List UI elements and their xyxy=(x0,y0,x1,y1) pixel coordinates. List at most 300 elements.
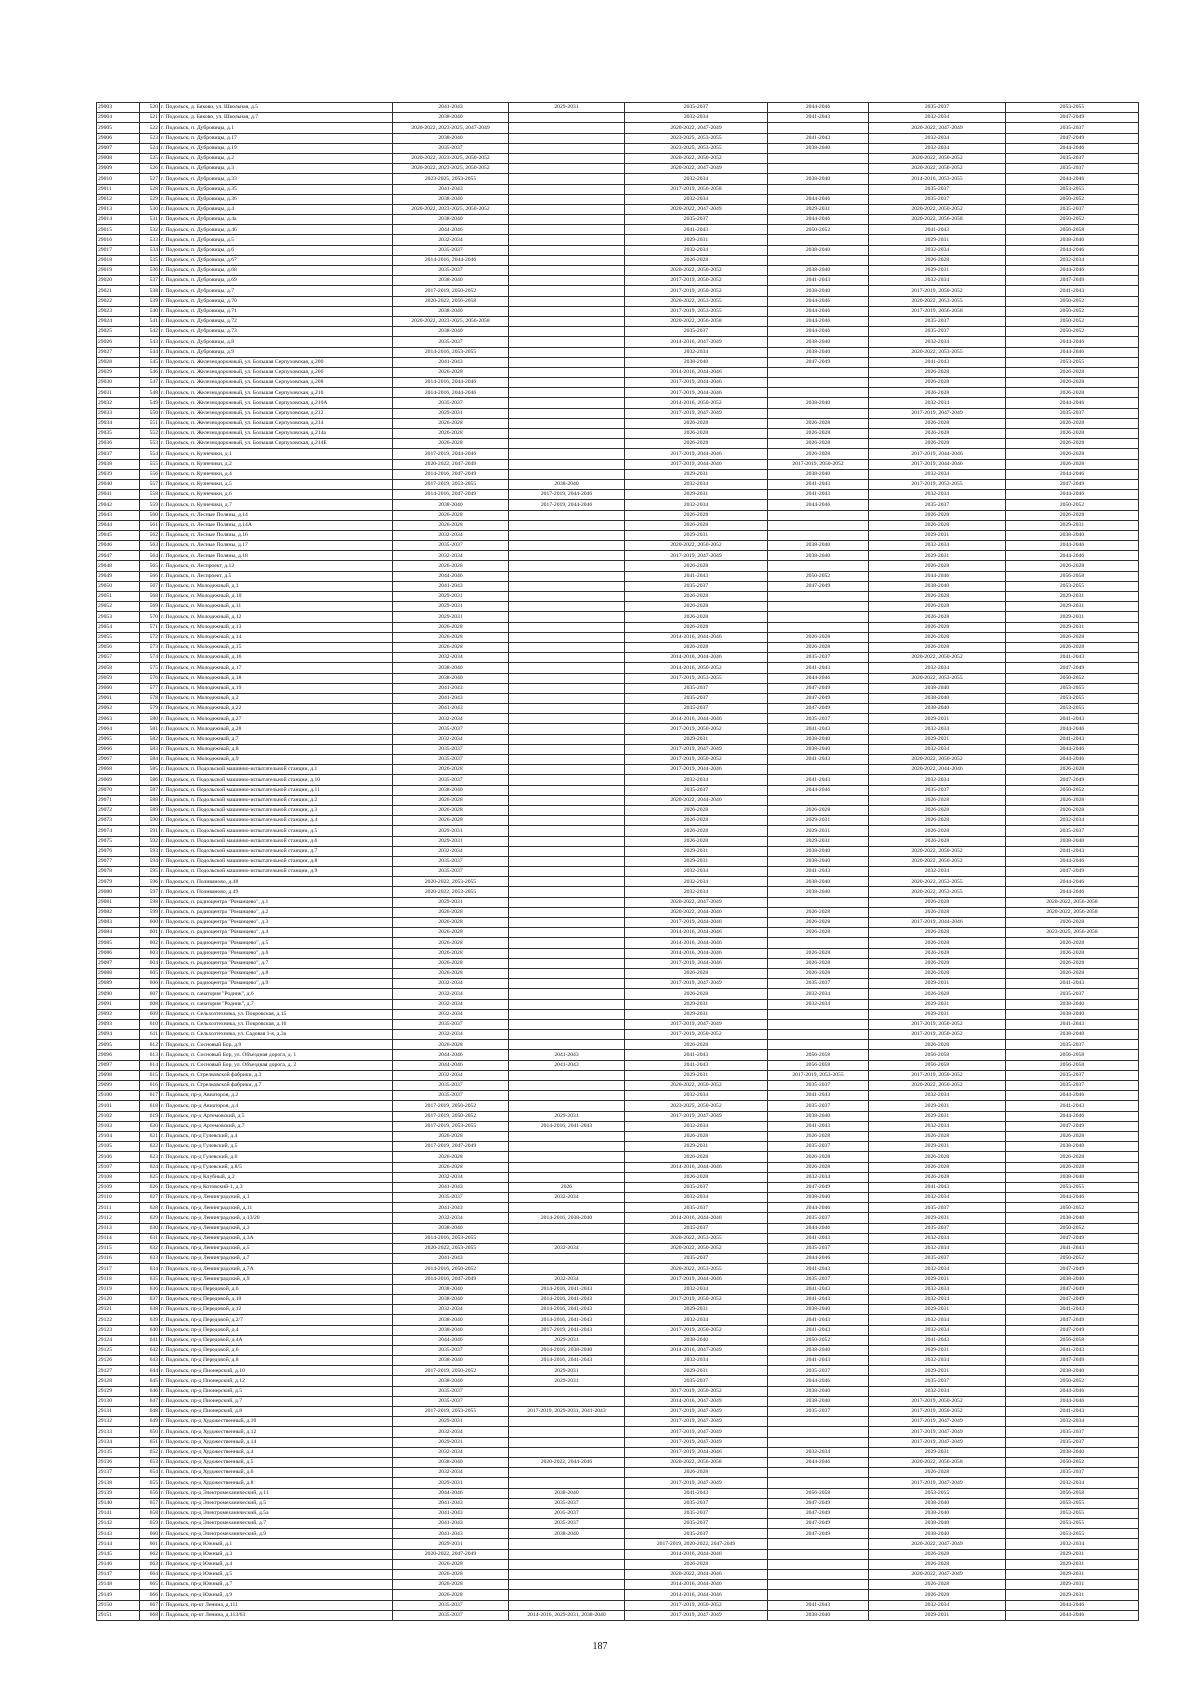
cell-col-d: 2038-2040 xyxy=(768,877,869,887)
cell-address: г. Подольск, п. Железнодорожный, ул. Большая Серпуховская, д.214 xyxy=(160,418,393,428)
cell-col-d xyxy=(768,520,869,530)
cell-col-f: 2026-2028 xyxy=(1006,958,1139,968)
cell-address: г. Подольск, п. Дубровицы, д.1 xyxy=(160,123,393,133)
cell-col-e: 2020-2022, 2053-2055 xyxy=(869,673,1006,683)
cell-col-e: 2020-2022, 2053-2055 xyxy=(869,296,1006,306)
cell-record-id: 29012 xyxy=(97,194,140,204)
cell-col-d: 2026-2028 xyxy=(768,958,869,968)
cell-address: г. Подольск, пр-д Клубный, д.2 xyxy=(160,1172,393,1182)
cell-col-e: 2026-2028 xyxy=(869,1590,1006,1600)
cell-col-e: 2026-2028 xyxy=(869,836,1006,846)
table-row xyxy=(97,836,1139,846)
cell-col-a: 2020-2022, 2023-2025, 2047-2049 xyxy=(393,123,509,133)
cell-col-d: 2041-2043 xyxy=(768,755,869,765)
cell-col-f: 2050-2052 xyxy=(1006,194,1139,204)
cell-address: г. Подольск, п. Подольской машинно-испытательной станции, д.3 xyxy=(160,805,393,815)
cell-col-f: 2044-2046 xyxy=(1006,398,1139,408)
cell-col-b xyxy=(509,673,625,683)
table-row xyxy=(97,1182,1139,1192)
cell-col-c: 2020-2022, 2053-2055 xyxy=(625,1264,768,1274)
cell-item-number: 548 xyxy=(140,388,160,398)
cell-record-id: 29013 xyxy=(97,204,140,214)
cell-col-d xyxy=(768,388,869,398)
cell-address: г. Подольск, пр-д Пионерский, д.12 xyxy=(160,1376,393,1386)
table-row xyxy=(97,765,1139,775)
cell-col-d xyxy=(768,408,869,418)
cell-item-number: 593 xyxy=(140,846,160,856)
cell-record-id: 29081 xyxy=(97,897,140,907)
cell-col-c: 2020-2022, 2050-2052 xyxy=(625,153,768,163)
cell-col-e: 2035-2037 xyxy=(869,1223,1006,1233)
cell-col-b xyxy=(509,1468,625,1478)
table-row xyxy=(97,530,1139,540)
cell-item-number: 662 xyxy=(140,1549,160,1559)
cell-item-number: 529 xyxy=(140,194,160,204)
cell-col-a: 2026-2028 xyxy=(393,816,509,826)
cell-address: г. Подольск, п. Дубровицы, д.33 xyxy=(160,174,393,184)
cell-col-d: 2047-2049 xyxy=(768,1519,869,1529)
cell-item-number: 595 xyxy=(140,867,160,877)
cell-col-c: 2020-2022, 2056-2058 xyxy=(625,1457,768,1467)
table-row xyxy=(97,408,1139,418)
cell-col-b xyxy=(509,887,625,897)
cell-col-c: 2035-2037 xyxy=(625,1203,768,1213)
table-row xyxy=(97,1396,1139,1406)
cell-col-e: 2032-2034 xyxy=(869,1356,1006,1366)
cell-col-d: 2038-2040 xyxy=(768,245,869,255)
cell-col-f: 2026-2028 xyxy=(1006,795,1139,805)
cell-col-a: 2035-2037 xyxy=(393,143,509,153)
cell-col-a: 2041-2043 xyxy=(393,357,509,367)
cell-col-b: 2014-2016, 2038-2040 xyxy=(509,1345,625,1355)
cell-col-b xyxy=(509,1427,625,1437)
cell-item-number: 653 xyxy=(140,1457,160,1467)
table-row xyxy=(97,1091,1139,1101)
cell-col-f: 2044-2046 xyxy=(1006,174,1139,184)
cell-col-e: 2020-2022, 2044-2046 xyxy=(869,765,1006,775)
cell-item-number: 566 xyxy=(140,571,160,581)
cell-address: г. Подольск, п. Дубровицы, д.6 xyxy=(160,245,393,255)
cell-item-number: 525 xyxy=(140,153,160,163)
table-row xyxy=(97,958,1139,968)
cell-col-b xyxy=(509,958,625,968)
cell-col-f: 2035-2037 xyxy=(1006,826,1139,836)
cell-record-id: 29034 xyxy=(97,418,140,428)
cell-col-c: 2029-2031 xyxy=(625,734,768,744)
cell-col-d: 2035-2037 xyxy=(768,1244,869,1254)
cell-address: г. Подольск, пр-д Передовой, д.2/7 xyxy=(160,1315,393,1325)
cell-address: г. Подольск, п. Дубровицы, д.4а xyxy=(160,215,393,225)
cell-col-b xyxy=(509,530,625,540)
cell-record-id: 29085 xyxy=(97,938,140,948)
table-row xyxy=(97,1050,1139,1060)
cell-col-c: 2017-2019, 2044-2046 xyxy=(625,378,768,388)
cell-record-id: 29069 xyxy=(97,775,140,785)
cell-col-e: 2035-2037 xyxy=(869,316,1006,326)
cell-record-id: 29128 xyxy=(97,1376,140,1386)
cell-col-c: 2032-2034 xyxy=(625,500,768,510)
cell-item-number: 554 xyxy=(140,449,160,459)
cell-col-a: 2044-2046 xyxy=(393,1050,509,1060)
cell-col-c: 2032-2034 xyxy=(625,347,768,357)
cell-col-c: 2038-2040 xyxy=(625,1335,768,1345)
cell-col-c: 2026-2028 xyxy=(625,816,768,826)
cell-col-e: 2029-2031 xyxy=(869,999,1006,1009)
cell-item-number: 636 xyxy=(140,1284,160,1294)
cell-col-b xyxy=(509,429,625,439)
table-row xyxy=(97,245,1139,255)
cell-col-d: 2044-2046 xyxy=(768,500,869,510)
cell-col-e: 2035-2037 xyxy=(869,194,1006,204)
table-row xyxy=(97,1223,1139,1233)
cell-col-a: 2032-2034 xyxy=(393,530,509,540)
cell-col-f: 2044-2046 xyxy=(1006,856,1139,866)
cell-col-b xyxy=(509,1580,625,1590)
cell-col-c: 2026-2028 xyxy=(625,1131,768,1141)
cell-col-a: 2026-2028 xyxy=(393,642,509,652)
cell-col-f: 2026-2028 xyxy=(1006,561,1139,571)
cell-col-a: 2035-2037 xyxy=(393,245,509,255)
cell-col-c: 2041-2043 xyxy=(625,1060,768,1070)
cell-item-number: 605 xyxy=(140,968,160,978)
cell-col-c: 2035-2037 xyxy=(625,327,768,337)
cell-record-id: 29139 xyxy=(97,1488,140,1498)
cell-record-id: 29007 xyxy=(97,143,140,153)
cell-record-id: 29124 xyxy=(97,1335,140,1345)
table-row xyxy=(97,1580,1139,1590)
cell-address: г. Подольск, пр-д Артемовский, д.7 xyxy=(160,1121,393,1131)
cell-record-id: 29051 xyxy=(97,592,140,602)
cell-col-c: 2017-2019, 2047-2049 xyxy=(625,1019,768,1029)
cell-address: г. Подольск, п. Подольской машинно-испытательной станции, д.10 xyxy=(160,775,393,785)
cell-col-f: 2035-2037 xyxy=(1006,1468,1139,1478)
cell-col-f: 2050-2052 xyxy=(1006,785,1139,795)
cell-col-a: 2035-2037 xyxy=(393,1600,509,1610)
cell-record-id: 29121 xyxy=(97,1305,140,1315)
cell-address: г. Подольск, п. Кузнечики, д.7 xyxy=(160,500,393,510)
table-body xyxy=(97,103,1139,1621)
cell-col-c: 2023-2025, 2050-2052 xyxy=(625,1101,768,1111)
cell-address: г. Подольск, пр-д Передовой, д.4 xyxy=(160,1325,393,1335)
cell-col-c: 2029-2031 xyxy=(625,1366,768,1376)
cell-col-d: 2038-2040 xyxy=(768,541,869,551)
cell-col-f: 2041-2043 xyxy=(1006,979,1139,989)
cell-col-d: 2038-2040 xyxy=(768,286,869,296)
table-row xyxy=(97,856,1139,866)
cell-col-e: 2020-2022, 2053-2055 xyxy=(869,347,1006,357)
cell-col-d: 2035-2037 xyxy=(768,1274,869,1284)
cell-col-c: 2014-2016, 2044-2046 xyxy=(625,653,768,663)
cell-col-d xyxy=(768,1549,869,1559)
cell-col-e: 2026-2028 xyxy=(869,897,1006,907)
cell-address: г. Подольск, п. Подольской машинно-испытательной станции, д.8 xyxy=(160,856,393,866)
cell-address: г. Подольск, п. Леспроект, д.12 xyxy=(160,561,393,571)
cell-col-d xyxy=(768,612,869,622)
cell-col-f: 2047-2049 xyxy=(1006,1233,1139,1243)
table-row xyxy=(97,1101,1139,1111)
cell-col-e: 2026-2028 xyxy=(869,1549,1006,1559)
cell-col-a: 2035-2037 xyxy=(393,1193,509,1203)
cell-item-number: 544 xyxy=(140,347,160,357)
cell-col-c: 2026-2028 xyxy=(625,1559,768,1569)
table-row xyxy=(97,653,1139,663)
cell-address: г. Подольск, пр-д Гулевский, д.5 xyxy=(160,1142,393,1152)
cell-address: г. Подольск, п. Дубровицы, д.9 xyxy=(160,347,393,357)
cell-address: г. Подольск, пр-кт Ленина, д.111 xyxy=(160,1600,393,1610)
cell-record-id: 29102 xyxy=(97,1111,140,1121)
cell-item-number: 652 xyxy=(140,1447,160,1457)
cell-col-e: 2032-2034 xyxy=(869,1193,1006,1203)
table-row xyxy=(97,642,1139,652)
cell-col-e: 2029-2031 xyxy=(869,1345,1006,1355)
cell-col-f: 2038-2040 xyxy=(1006,1030,1139,1040)
cell-col-a: 2026-2028 xyxy=(393,1152,509,1162)
cell-col-a: 2029-2031 xyxy=(393,1539,509,1549)
cell-col-a: 2026-2028 xyxy=(393,928,509,938)
cell-col-e: 2017-2019, 2044-2046 xyxy=(869,459,1006,469)
table-row xyxy=(97,683,1139,693)
cell-col-d xyxy=(768,530,869,540)
cell-col-a: 2044-2046 xyxy=(393,1335,509,1345)
cell-col-b: 2035-2037 xyxy=(509,1498,625,1508)
cell-item-number: 638 xyxy=(140,1305,160,1315)
cell-record-id: 29029 xyxy=(97,367,140,377)
cell-col-f: 2035-2037 xyxy=(1006,1437,1139,1447)
table-row xyxy=(97,948,1139,958)
cell-col-b xyxy=(509,520,625,530)
cell-col-c: 2020-2022, 2047-2049 xyxy=(625,164,768,174)
cell-col-e: 2017-2019, 2050-2052 xyxy=(869,1019,1006,1029)
cell-record-id: 29101 xyxy=(97,1101,140,1111)
cell-col-b xyxy=(509,816,625,826)
cell-col-c: 2026-2028 xyxy=(625,561,768,571)
cell-col-a: 2026-2028 xyxy=(393,907,509,917)
cell-col-e: 2026-2028 xyxy=(869,612,1006,622)
cell-col-a: 2038-2040 xyxy=(393,785,509,795)
cell-col-d: 2026-2028 xyxy=(768,1131,869,1141)
cell-col-e: 2026-2028 xyxy=(869,938,1006,948)
cell-col-e: 2032-2034 xyxy=(869,469,1006,479)
cell-col-d: 2038-2040 xyxy=(768,1396,869,1406)
cell-col-d: 2029-2031 xyxy=(768,836,869,846)
cell-item-number: 568 xyxy=(140,592,160,602)
cell-item-number: 594 xyxy=(140,856,160,866)
cell-record-id: 29141 xyxy=(97,1508,140,1518)
cell-col-a: 2035-2037 xyxy=(393,856,509,866)
table-row xyxy=(97,877,1139,887)
cell-item-number: 642 xyxy=(140,1345,160,1355)
table-row xyxy=(97,602,1139,612)
cell-address: г. Подольск, пр-д Художественный, д.10 xyxy=(160,1417,393,1427)
cell-col-b: 2029-2031 xyxy=(509,1366,625,1376)
cell-col-a: 2017-2019, 2050-2052 xyxy=(393,1366,509,1376)
table-row xyxy=(97,204,1139,214)
cell-col-c: 2017-2019, 2044-2046 xyxy=(625,958,768,968)
cell-col-a: 2035-2037 xyxy=(393,541,509,551)
cell-record-id: 29026 xyxy=(97,337,140,347)
cell-item-number: 614 xyxy=(140,1060,160,1070)
table-row xyxy=(97,1478,1139,1488)
cell-item-number: 536 xyxy=(140,266,160,276)
cell-col-e: 2020-2022, 2047-2049 xyxy=(869,123,1006,133)
table-row xyxy=(97,1254,1139,1264)
cell-record-id: 29109 xyxy=(97,1182,140,1192)
cell-col-f: 2035-2037 xyxy=(1006,989,1139,999)
cell-col-d: 2038-2040 xyxy=(768,266,869,276)
cell-col-c: 2035-2037 xyxy=(625,215,768,225)
cell-record-id: 29065 xyxy=(97,734,140,744)
cell-col-f: 2038-2040 xyxy=(1006,1172,1139,1182)
cell-record-id: 29104 xyxy=(97,1131,140,1141)
cell-record-id: 29144 xyxy=(97,1539,140,1549)
cell-col-e: 2020-2022, 2050-2052 xyxy=(869,153,1006,163)
cell-address: г. Подольск, п. Молодежный, д.7 xyxy=(160,734,393,744)
cell-item-number: 659 xyxy=(140,1519,160,1529)
cell-col-d xyxy=(768,1040,869,1050)
cell-address: г. Подольск, п. Дубровицы, д.3 xyxy=(160,164,393,174)
cell-item-number: 553 xyxy=(140,439,160,449)
cell-col-f: 2023-2025, 2056-2058 xyxy=(1006,928,1139,938)
cell-col-e: 2029-2031 xyxy=(869,1610,1006,1620)
cell-col-a: 2035-2037 xyxy=(393,724,509,734)
cell-record-id: 29089 xyxy=(97,979,140,989)
cell-col-f: 2044-2046 xyxy=(1006,1386,1139,1396)
cell-col-a: 2038-2040 xyxy=(393,673,509,683)
cell-col-e: 2026-2028 xyxy=(869,1172,1006,1182)
cell-record-id: 29006 xyxy=(97,133,140,143)
cell-record-id: 29148 xyxy=(97,1580,140,1590)
cell-item-number: 591 xyxy=(140,826,160,836)
cell-col-a: 2041-2043 xyxy=(393,683,509,693)
cell-col-a: 2035-2037 xyxy=(393,744,509,754)
cell-record-id: 29011 xyxy=(97,184,140,194)
cell-col-c: 2020-2022, 2050-2052 xyxy=(625,1081,768,1091)
cell-item-number: 534 xyxy=(140,245,160,255)
cell-col-f: 2044-2046 xyxy=(1006,347,1139,357)
cell-col-c: 2032-2034 xyxy=(625,877,768,887)
cell-col-a: 2035-2037 xyxy=(393,1091,509,1101)
cell-col-e: 2026-2028 xyxy=(869,255,1006,265)
cell-col-f: 2035-2037 xyxy=(1006,408,1139,418)
table-row xyxy=(97,459,1139,469)
cell-col-f: 2041-2043 xyxy=(1006,653,1139,663)
cell-item-number: 618 xyxy=(140,1101,160,1111)
cell-col-d: 2029-2031 xyxy=(768,816,869,826)
cell-address: г. Подольск, пр-д Авиаторов, д.4 xyxy=(160,1101,393,1111)
table-row xyxy=(97,1529,1139,1539)
cell-col-c: 2026-2028 xyxy=(625,1040,768,1050)
cell-col-f: 2047-2049 xyxy=(1006,1264,1139,1274)
cell-address: г. Подольск, п. Молодежный, д.1 xyxy=(160,581,393,591)
cell-item-number: 630 xyxy=(140,1223,160,1233)
cell-col-c: 2026-2028 xyxy=(625,805,768,815)
cell-record-id: 29060 xyxy=(97,683,140,693)
cell-item-number: 528 xyxy=(140,184,160,194)
cell-address: г. Подольск, п. Дубровицы, д.72 xyxy=(160,316,393,326)
cell-col-e: 2026-2028 xyxy=(869,622,1006,632)
table-row xyxy=(97,1366,1139,1376)
cell-col-c: 2017-2019, 2050-2052 xyxy=(625,755,768,765)
cell-col-a: 2020-2022, 2047-2049 xyxy=(393,459,509,469)
cell-col-c: 2029-2031 xyxy=(625,1009,768,1019)
cell-col-e: 2017-2019, 2050-2052 xyxy=(869,1396,1006,1406)
cell-address: г. Подольск, пр-д Электромеханический, д.7 xyxy=(160,1519,393,1529)
cell-col-e: 2020-2022, 2053-2055 xyxy=(869,877,1006,887)
table-row xyxy=(97,867,1139,877)
cell-col-f: 2056-2058 xyxy=(1006,1050,1139,1060)
cell-col-d: 2041-2043 xyxy=(768,1264,869,1274)
cell-col-b xyxy=(509,469,625,479)
cell-col-b xyxy=(509,989,625,999)
cell-col-d: 2056-2058 xyxy=(768,1488,869,1498)
cell-col-a: 2035-2037 xyxy=(393,266,509,276)
cell-col-f: 2044-2046 xyxy=(1006,724,1139,734)
cell-col-c: 2017-2019, 2047-2049 xyxy=(625,1478,768,1488)
cell-col-d xyxy=(768,795,869,805)
cell-col-b xyxy=(509,153,625,163)
cell-col-f: 2053-2055 xyxy=(1006,1508,1139,1518)
cell-col-a: 2026-2028 xyxy=(393,1590,509,1600)
cell-col-b xyxy=(509,1081,625,1091)
cell-address: г. Подольск, пр-д Гулевский, д.6 xyxy=(160,1152,393,1162)
cell-record-id: 29145 xyxy=(97,1549,140,1559)
cell-item-number: 664 xyxy=(140,1570,160,1580)
cell-col-c: 2026-2028 xyxy=(625,968,768,978)
cell-col-f: 2047-2049 xyxy=(1006,1325,1139,1335)
cell-col-b xyxy=(509,1600,625,1610)
cell-col-d xyxy=(768,1570,869,1580)
table-row xyxy=(97,1213,1139,1223)
cell-record-id: 29119 xyxy=(97,1284,140,1294)
cell-address: г. Подольск, п. Леспроект, д.5 xyxy=(160,571,393,581)
cell-col-f: 2026-2028 xyxy=(1006,918,1139,928)
cell-item-number: 600 xyxy=(140,918,160,928)
cell-col-d: 2035-2037 xyxy=(768,1081,869,1091)
cell-col-a: 2038-2040 xyxy=(393,1284,509,1294)
table-row xyxy=(97,1019,1139,1029)
cell-col-f: 2029-2031 xyxy=(1006,1549,1139,1559)
cell-col-a: 2032-2034 xyxy=(393,653,509,663)
cell-col-d: 2047-2049 xyxy=(768,357,869,367)
cell-record-id: 29127 xyxy=(97,1366,140,1376)
cell-record-id: 29009 xyxy=(97,164,140,174)
cell-col-e: 2017-2019, 2047-2049 xyxy=(869,1437,1006,1447)
cell-item-number: 621 xyxy=(140,1131,160,1141)
cell-col-b xyxy=(509,357,625,367)
cell-col-b xyxy=(509,398,625,408)
cell-col-a: 2041-2043 xyxy=(393,1498,509,1508)
table-row xyxy=(97,1162,1139,1172)
cell-col-d: 2026-2028 xyxy=(768,1162,869,1172)
cell-col-a: 2038-2040 xyxy=(393,1457,509,1467)
cell-col-f: 2026-2028 xyxy=(1006,459,1139,469)
cell-col-d xyxy=(768,1468,869,1478)
cell-record-id: 29046 xyxy=(97,541,140,551)
cell-item-number: 598 xyxy=(140,897,160,907)
cell-record-id: 29057 xyxy=(97,653,140,663)
cell-record-id: 29054 xyxy=(97,622,140,632)
cell-col-a: 2032-2034 xyxy=(393,1427,509,1437)
cell-col-c: 2026-2028 xyxy=(625,592,768,602)
cell-col-a: 2020-2022, 2053-2055 xyxy=(393,887,509,897)
cell-col-c: 2029-2031 xyxy=(625,530,768,540)
table-row xyxy=(97,1009,1139,1019)
cell-record-id: 29146 xyxy=(97,1559,140,1569)
cell-record-id: 29071 xyxy=(97,795,140,805)
cell-col-f: 2047-2049 xyxy=(1006,867,1139,877)
cell-col-a: 2038-2040 xyxy=(393,500,509,510)
cell-col-a: 2032-2034 xyxy=(393,551,509,561)
